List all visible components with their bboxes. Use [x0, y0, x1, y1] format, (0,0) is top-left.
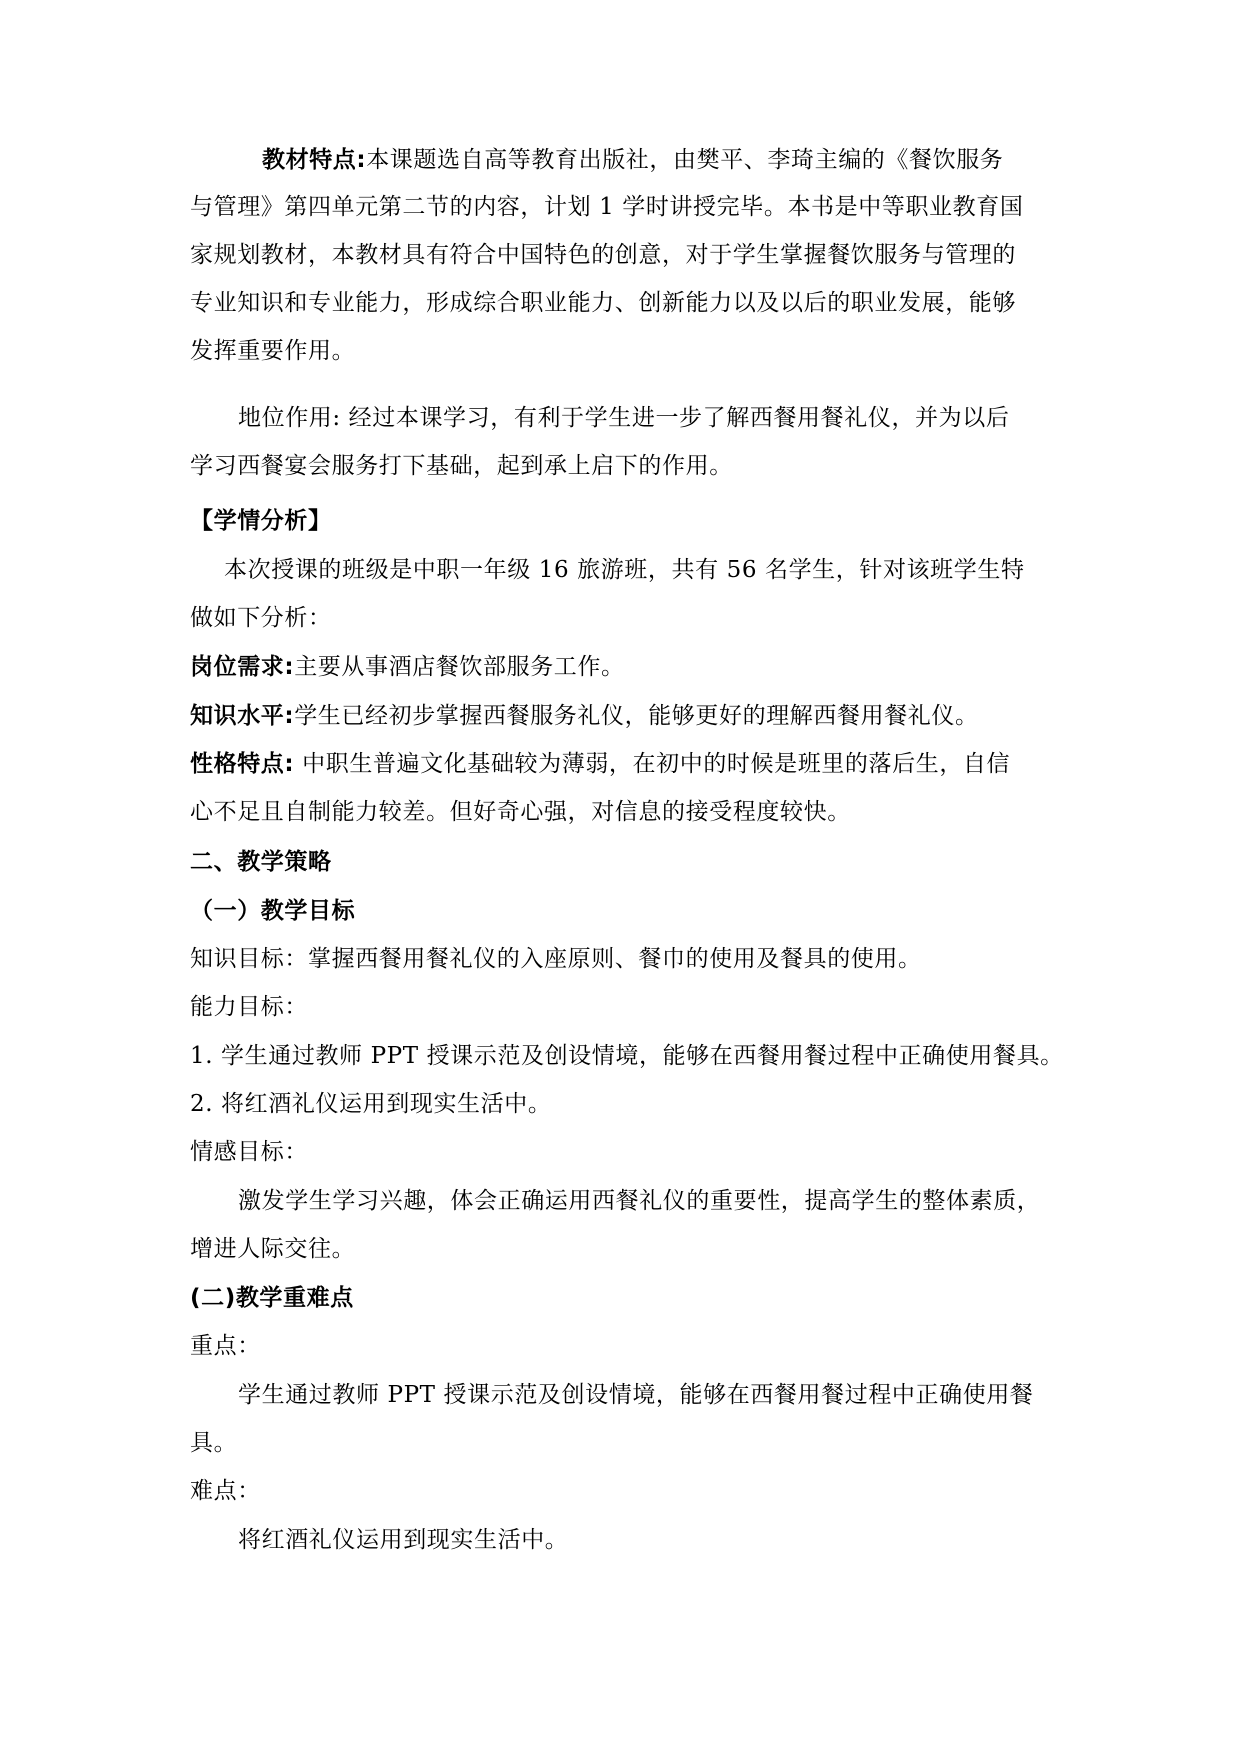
position-paragraph-line-2: 学习西餐宴会服务打下基础，起到承上启下的作用。 [190, 453, 733, 479]
knowledge-goal: 知识目标：掌握西餐用餐礼仪的入座原则、餐巾的使用及餐具的使用。 [190, 946, 922, 972]
position-paragraph-line-1: 地位作用: 经过本课学习，有利于学生进一步了解西餐用餐礼仪，并为以后 [238, 405, 1010, 431]
personality-label: 性格特点: [190, 751, 295, 777]
learner-analysis-heading: 【学情分析】 [190, 508, 332, 534]
teaching-goals-heading: （一）教学目标 [190, 898, 356, 924]
key-points-heading: (二)教学重难点 [190, 1285, 354, 1311]
textbook-paragraph-line-5: 发挥重要作用。 [190, 338, 356, 364]
textbook-paragraph-line-4: 专业知识和专业能力，形成综合职业能力、创新能力以及以后的职业发展，能够 [190, 290, 1016, 316]
personality-line-1 [190, 749, 1010, 779]
key-point-text-1: 学生通过教师 PPT 授课示范及创设情境，能够在西餐用餐过程中正确使用餐 [238, 1382, 1034, 1408]
key-point-label: 重点： [190, 1333, 261, 1359]
textbook-paragraph-line-2: 与管理》第四单元第二节的内容，计划 1 学时讲授完毕。本书是中等职业教育国 [190, 194, 1024, 220]
knowledge-level-text: 学生已经初步掌握西餐服务礼仪，能够更好的理解西餐用餐礼仪。 [294, 703, 979, 729]
difficult-point-text: 将红酒礼仪运用到现实生活中。 [238, 1527, 569, 1553]
learner-intro-line-1: 本次授课的班级是中职一年级 16 旅游班，共有 56 名学生，针对该班学生特 [224, 557, 1025, 583]
job-requirement-line [190, 652, 625, 682]
knowledge-level-line [190, 701, 979, 731]
strategy-heading: 二、教学策略 [190, 849, 332, 875]
ability-goal-2: 2. 将红酒礼仪运用到现实生活中。 [190, 1091, 552, 1117]
ability-goal-label: 能力目标： [190, 994, 308, 1020]
emotion-goal-line-2: 增进人际交往。 [190, 1236, 356, 1262]
knowledge-level-label: 知识水平: [190, 703, 295, 729]
textbook-text-1: 本课题选自高等教育出版社，由樊平、李琦主编的《餐饮服务 [366, 147, 1004, 173]
key-point-text-2: 具。 [190, 1430, 238, 1456]
job-requirement-label: 岗位需求: [190, 654, 295, 680]
learner-intro-line-2: 做如下分析： [190, 605, 332, 631]
textbook-label: 教材特点: [262, 147, 367, 173]
personality-text-1: 中职生普遍文化基础较为薄弱，在初中的时候是班里的落后生，自信 [294, 751, 1011, 777]
job-requirement-text: 主要从事酒店餐饮部服务工作。 [294, 654, 625, 680]
ability-goal-1: 1. 学生通过教师 PPT 授课示范及创设情境，能够在西餐用餐过程中正确使用餐具。 [190, 1043, 1064, 1069]
textbook-paragraph-line-3: 家规划教材，本教材具有符合中国特色的创意，对于学生掌握餐饮服务与管理的 [190, 242, 1016, 268]
difficult-point-label: 难点： [190, 1478, 261, 1504]
textbook-paragraph-line-1 [262, 145, 1003, 175]
emotion-goal-label: 情感目标： [190, 1139, 308, 1165]
emotion-goal-line-1: 激发学生学习兴趣，体会正确运用西餐礼仪的重要性，提高学生的整体素质， [238, 1188, 1041, 1214]
personality-line-2: 心不足且自制能力较差。但好奇心强，对信息的接受程度较快。 [190, 799, 851, 825]
